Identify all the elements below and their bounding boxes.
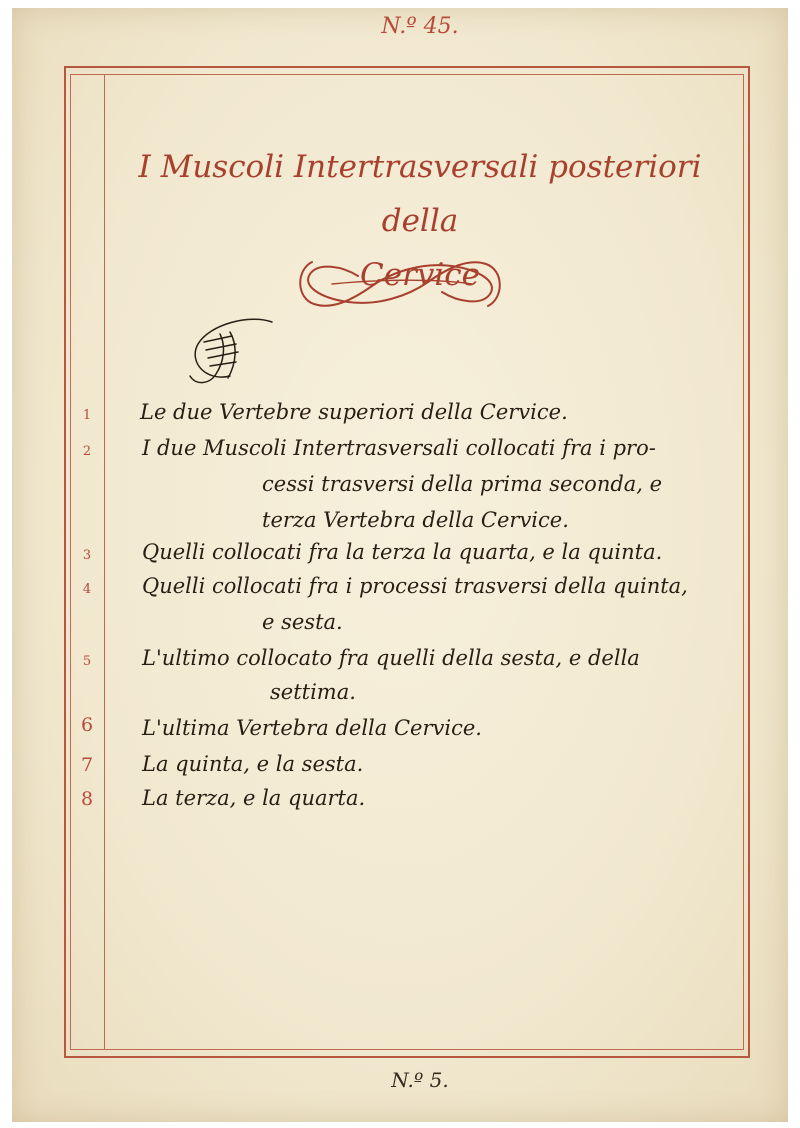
entry-7-line-1: La quinta, e la sesta.: [142, 752, 364, 776]
entry-number-7: 7: [80, 754, 94, 776]
entry-number-4: 4: [82, 582, 92, 597]
entry-5-line-1: L'ultimo collocato fra quelli della sesta, e della: [142, 646, 640, 670]
page-number: N.º 45.: [381, 14, 459, 39]
entry-number-5: 5: [82, 654, 92, 669]
entry-2-line-2: cessi trasversi della prima seconda, e: [262, 472, 663, 496]
entry-number-8: 8: [80, 788, 94, 810]
initial-letter-flourish-icon: [180, 316, 280, 396]
entry-1-line-1: Le due Vertebre superiori della Cervice.: [140, 400, 568, 424]
title-line-1: I Muscoli Intertrasversali posteriori della: [138, 149, 702, 239]
entry-4-line-2: e sesta.: [262, 610, 343, 634]
footer-number: N.º 5.: [391, 1068, 449, 1092]
margin-rule: [104, 74, 105, 1050]
entry-number-1: 1: [82, 408, 92, 423]
entry-2-line-1: I due Muscoli Intertrasversali collocati fra i pro-: [142, 436, 656, 460]
entry-number-3: 3: [82, 548, 92, 563]
entry-number-6: 6: [80, 714, 94, 736]
entry-number-2: 2: [82, 444, 92, 459]
entry-8-line-1: La terza, e la quarta.: [142, 786, 366, 810]
entry-3-line-1: Quelli collocati fra la terza la quarta, e la quinta.: [142, 540, 663, 564]
entry-6-line-1: L'ultima Vertebra della Cervice.: [142, 716, 482, 740]
entry-5-line-2: settima.: [270, 680, 356, 704]
entry-4-line-1: Quelli collocati fra i processi trasversi della quinta,: [142, 574, 688, 598]
title-line-2: Cervice: [359, 257, 481, 293]
calligraphic-flourish-icon: [292, 256, 508, 312]
entry-2-line-3: terza Vertebra della Cervice.: [262, 508, 569, 532]
